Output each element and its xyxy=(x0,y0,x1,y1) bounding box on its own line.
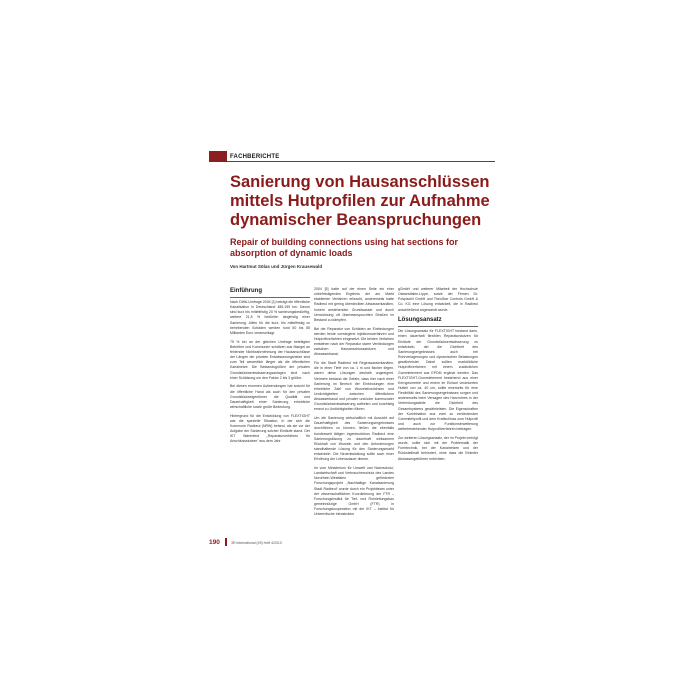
paragraph: Nach DWA-Umfrage 2004 [1] beträgt die öffentliche Kanalisation in Deutschland 486.159 km. Davon sind kurz bis mittelfristig 20 % sanierungsbedürftig, weitere 21,5 % bedürfen langfristig einer Sanierung. Allein für die kurz- bis mittelfristig zu behebenden Schäden werden rund 50 bis 55 Milliarden Euro veranschlagt. xyxy=(230,300,310,335)
paragraph: Zur weiteren Lösungsansatz, der im Projekt verfolgt wurde, sollte sich mit der Problematik der Formtechnik, bei der Kanalnetzen und der Rückstellkraft behindert, ohne dass die Einleiter Abwassergebühren entrichten. xyxy=(398,435,478,461)
paragraph: Um die Sanierung wirtschaftlich mit Aussicht auf Dauerhaftigkeit des Sanierungsergebnisses durchführen zu können, ließen die ebenfalls bundesweit tätigen Ingenieurbüros Radbeul eine Sanierungslösung zu dauerhaft wirksamem Rückhalt von Wurzeln und den Anforderungen standhaltende Lösung für den Sanierungsmarkt entwickeln. Die Neuentwicklung sollte auch einer Erhöhung der Lebensdauer dienen. xyxy=(314,416,394,462)
paragraph: 2004 [5] hatte auf der einen Seite ein eher unbefriedigendes Ergebnis der am Markt etablierten Verfahren erbracht, andererseits hatte Radbeul mit gering überdeckten Abwasserkanälen, hohem anstehenden Grundwasser und durch Umwidmung oft überbeanspruchten Straßen im Bestand zu kämpfen. xyxy=(314,287,394,322)
article-subtitle: Repair of building connections using hat sections for absorption of dynamic loads xyxy=(230,237,459,258)
article-title: Sanierung von Hausanschlüssen mittels Hutprofilen zur Aufnahme dynamischer Beanspruchungen xyxy=(230,173,490,229)
paragraph: gGmbH und weiterer Mitarbeit der Hochschule Ostwestfalen-Lippe, sowie der Firmen Dr. Pospischil GmbH und TheoStar Controls GmbH & Co. KG eine Lösung entwickelt, die in Radbeul anschließend angewandt wurde. xyxy=(398,287,478,312)
article-authors: Von Hartmut Sölas und Jürgen Krausewald xyxy=(230,264,323,269)
paragraph: 75 % bei an der gleichen Umfrage beteiligten Betreiber und Kommunen schätzen aus Mangel an fehlender Nichtwahrnehmung der Hausanschlüsse der Längen der privaten Entwässerungsnetze sind zum Teil wesentlich länger als die öffentlichen Kanalnetze. Die Bestandsgrößen der privaten Grundstücksentwässerungsanlagen sind nach einer Schätzung um den Faktor 2 bis 3 größer. xyxy=(230,339,310,380)
journal-reference: 3R international (49) Heft 4/2010 xyxy=(231,541,282,545)
heading-rule xyxy=(230,297,310,298)
paragraph: Die Lösungsansatz für FLEXTIGHT bestand darin, einen dauerhaft flexiblen Reparaturstutzen für Einläufe der Grundstücksentwässerung zu entwickeln, der die Dichtheit des Sanierungsergebnisses auch bei Rohrverlagerungen und dynamischen Belastungen gewährleistet. Dabei sollten marktübliche Hutprofilverfahren mit einem zusätzlichen Gummielement aus EPDM ergänzt werden. Das FLEXTIGHT-Gummielement bestehend aus einer Kerngeometrie und einem im Einlauf verankerten Hutteil von ca. 40 cm, sollte einerseits für eine Flexibilität des Sanierungsergebnisses sorgen und andererseits beim Versagen des Harzrohres in der Verbindungsstelle die Dichtheit des Gesamtsystems gewährleisten. Die Eigenschaften der Kombination aus zwei zu verbindenden Gummiteilprofil und dem Kraftschluss zum Hutprofil und auch zur Funktionserweiterung weiterbestehender Hutprofilverfahren beitragen. xyxy=(398,329,478,432)
paragraph: Bei diesen enormen Aufwendungen hat sowohl für die öffentliche Hand als auch für den privaten Grundstückseigentümer die Qualität und Dauerhaftigkeit einer Sanierung erhebliche wirtschaftliche sowie große Bedeutung. xyxy=(230,384,310,409)
paragraph: Für die Stadt Radbeul mit Regenwasserkanälen, die in einer Tiefe von ca. 1 m und flacher liegen, waren diese Lösungen deshalb ungeeignet. Vielmehr bestand die Gefahr, dass hier nach einer Sanierung im Bereich der Einbindungen eine erhebliche Zahl von Wurzeleinwüchsen und Undichtigkeiten zwischen öffentlichem Abwasserkanal und privater und/oder kommunaler Grundstücksentwässerung auftreten und kurzfristig erneut zu Undichtigkeiten führen. xyxy=(314,361,394,412)
paragraph: Im vom Ministerium für Umwelt und Naturschutz, Landwirtschaft und Verbraucherschutz des Landes Nordrhein-Westfalen geförderten Forschungsprojekt „Nachhaltige Kanalsanierung Stadt Radbeul“ wurde durch ein Projektteam unter der wissenschaftlichen Koordinierung der FTR – Forschungsinstitut für Tief- und Rohrleitungsbau gemeinnützige GmbH (FTR) in Forschungskooperation mit der IKT – Institut für Unterirdische Infrastruktur xyxy=(314,466,394,517)
paragraph: Hintergrund für die Entwicklung von FLEXTIGHT war die spezielle Situation, in der sich die Kommune Radbeul (NRW) befand, als sie vor der Aufgabe der Sanierung solcher Einläufe stand. Der IKT Warentest „Reparaturverfahren für Anschlussstutzen“ aus dem Jahr xyxy=(230,413,310,444)
paragraph: Bei der Reparatur von Schäden an Einbindungen werden heute vorwiegend Injektionsverfahren und Hutprofilverfahren eingesetzt. Die beiden Verfahren entstehen nach der Reparatur starre Verbindungen zwischen Hausanschlussstutzen und Abwasserkanal. xyxy=(314,326,394,357)
text-column-2 xyxy=(314,287,394,527)
section-heading-solution: Lösungsansatz xyxy=(398,317,442,324)
section-heading-introduction: Einführung xyxy=(230,288,262,294)
heading-rule xyxy=(398,326,478,327)
section-color-marker xyxy=(209,151,227,162)
text-column-1 xyxy=(230,287,310,544)
footer-divider xyxy=(225,538,227,546)
page-number: 190 xyxy=(209,539,220,546)
text-column-3 xyxy=(398,287,478,541)
section-label: FACHBERICHTE xyxy=(230,154,280,160)
